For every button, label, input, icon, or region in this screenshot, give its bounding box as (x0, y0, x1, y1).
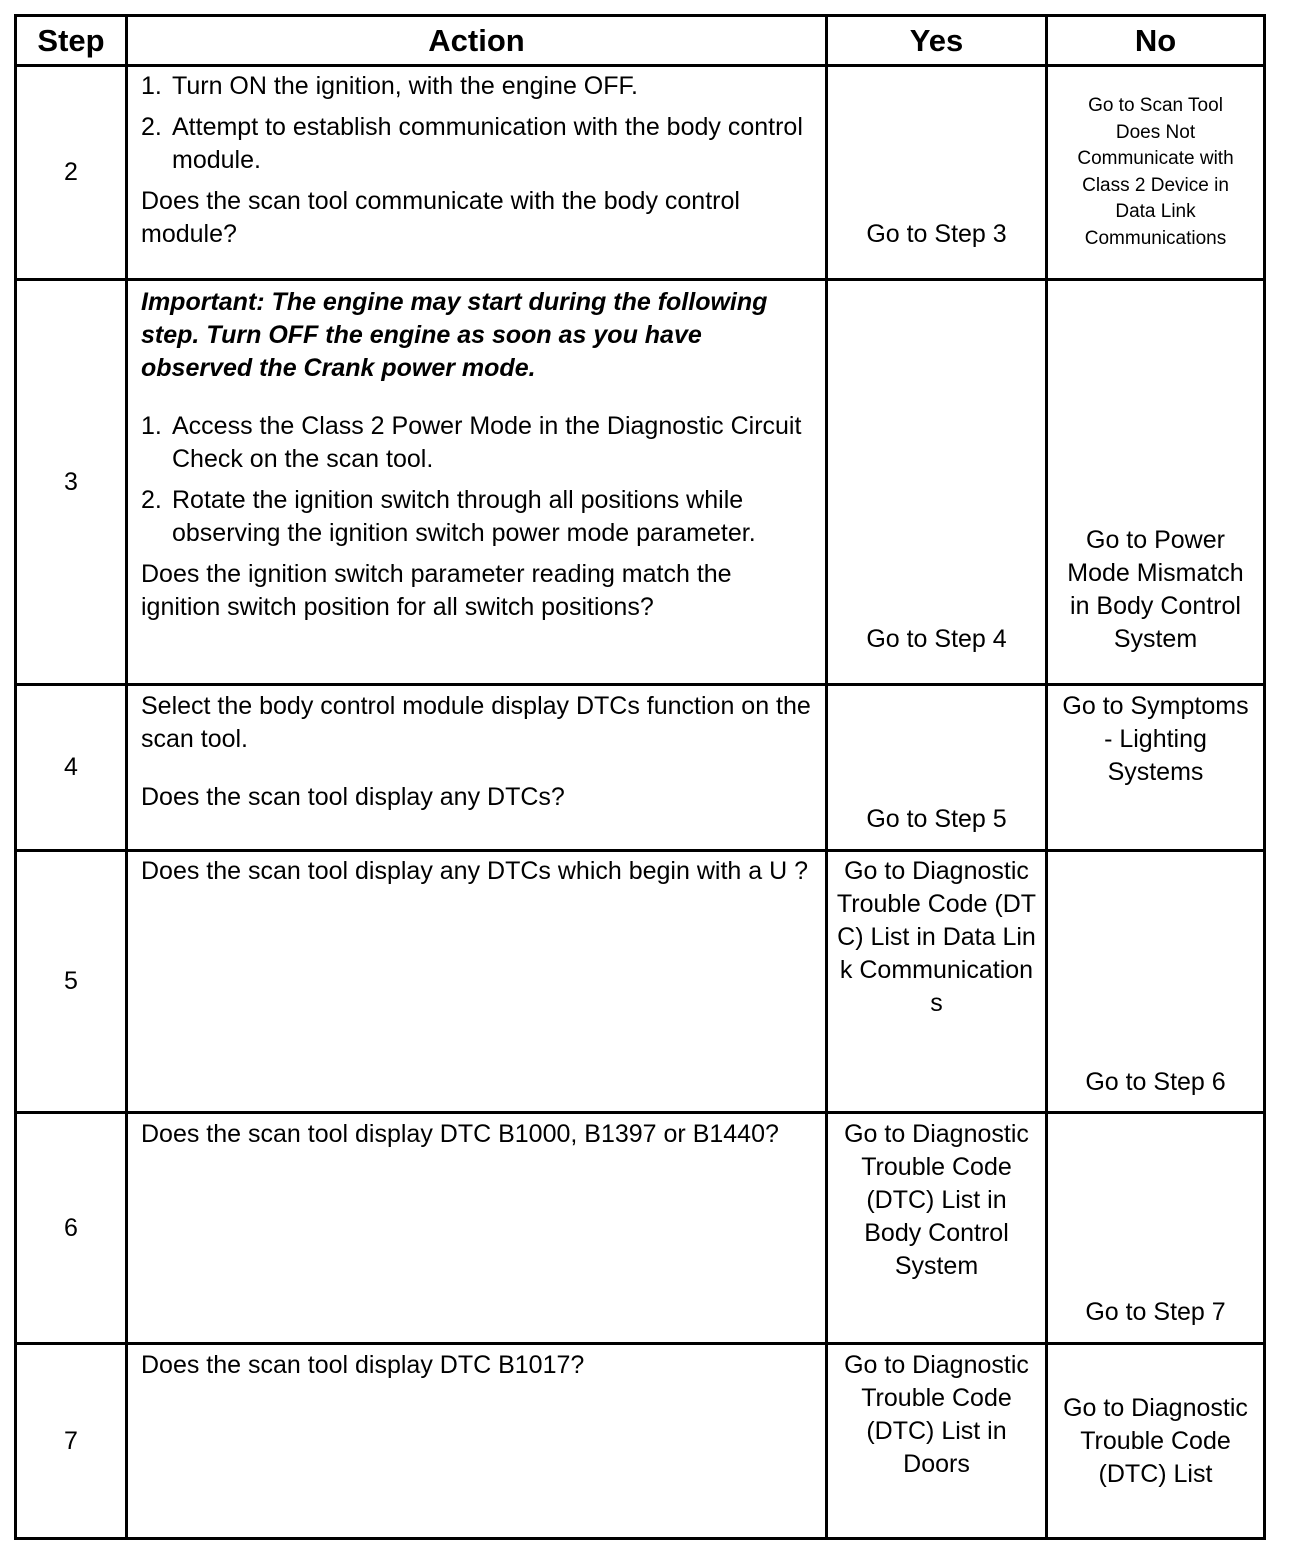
list-item: 1. Turn ON the ignition, with the engine OFF. (141, 72, 638, 100)
no-action: Go to Symptoms - Lighting Systems (1062, 692, 1249, 786)
action-cell (128, 1118, 825, 1342)
question-text: Does the scan tool display any DTCs? (141, 783, 565, 811)
step-number: 2 (64, 158, 78, 186)
list-item: 2. Attempt to establish communication with the body control module. (141, 113, 803, 174)
step-number: 3 (64, 467, 78, 496)
yes-action: Go to Diagnostic Trouble Code (DTC) List in Body Control System (844, 1120, 1029, 1280)
no-action: Go to Diagnostic Trouble Code (DTC) List (1063, 1393, 1248, 1488)
row-divider (17, 683, 1263, 686)
yes-action: Go to Step 5 (866, 805, 1007, 833)
instruction-text: Select the body control module display DTCs function on the scan tool. (141, 692, 811, 753)
yes-action: Go to Diagnostic Trouble Code (DTC) List in Doors (844, 1351, 1029, 1478)
question-text: Does the scan tool display DTC B1017? (141, 1351, 585, 1379)
yes-action: Go to Step 4 (866, 625, 1007, 653)
step-number: 7 (64, 1426, 78, 1455)
question-text: Does the ignition switch parameter reading match the ignition switch position for all switch positions? (141, 560, 732, 621)
action-cell (128, 70, 825, 278)
header-action: Action (428, 22, 525, 58)
step-number: 6 (64, 1213, 78, 1242)
header-yes: Yes (909, 22, 964, 58)
step-number: 5 (64, 967, 78, 995)
yes-action: Go to Step 3 (866, 220, 1007, 248)
question-text: Does the scan tool display any DTCs which begin with a U ? (141, 857, 808, 885)
question-text: Does the scan tool display DTC B1000, B1397 or B1440? (141, 1120, 779, 1148)
question-text: Does the scan tool communicate with the body control module? (141, 187, 740, 248)
action-cell (128, 286, 825, 683)
no-action: Go to Step 7 (1085, 1298, 1226, 1326)
yes-action: Go to Diagnostic Trouble Code (DTC) List in Data Link Communications (836, 857, 1037, 1017)
header-step: Step (37, 22, 105, 58)
no-action: Go to Step 6 (1085, 1068, 1226, 1096)
list-item: 2. Rotate the ignition switch through all positions while observing the ignition switch power mode parameter. (141, 486, 756, 547)
no-action: Go to Power Mode Mismatch in Body Control System (1067, 526, 1244, 653)
no-action: Go to Scan Tool Does Not Communicate with Class 2 Device in Data Link Communications (1077, 95, 1234, 249)
action-cell (128, 1349, 825, 1537)
diagnostic-table (14, 14, 1266, 1540)
action-cell (128, 855, 825, 1111)
action-cell (128, 690, 825, 849)
header-no: No (1134, 22, 1177, 58)
step-number: 4 (64, 753, 78, 781)
important-note: Important: The engine may start during the following step. Turn OFF the engine as soon as you have observed the Crank power mode. (141, 288, 768, 382)
list-item: 1. Access the Class 2 Power Mode in the Diagnostic Circuit Check on the scan tool. (141, 412, 802, 473)
